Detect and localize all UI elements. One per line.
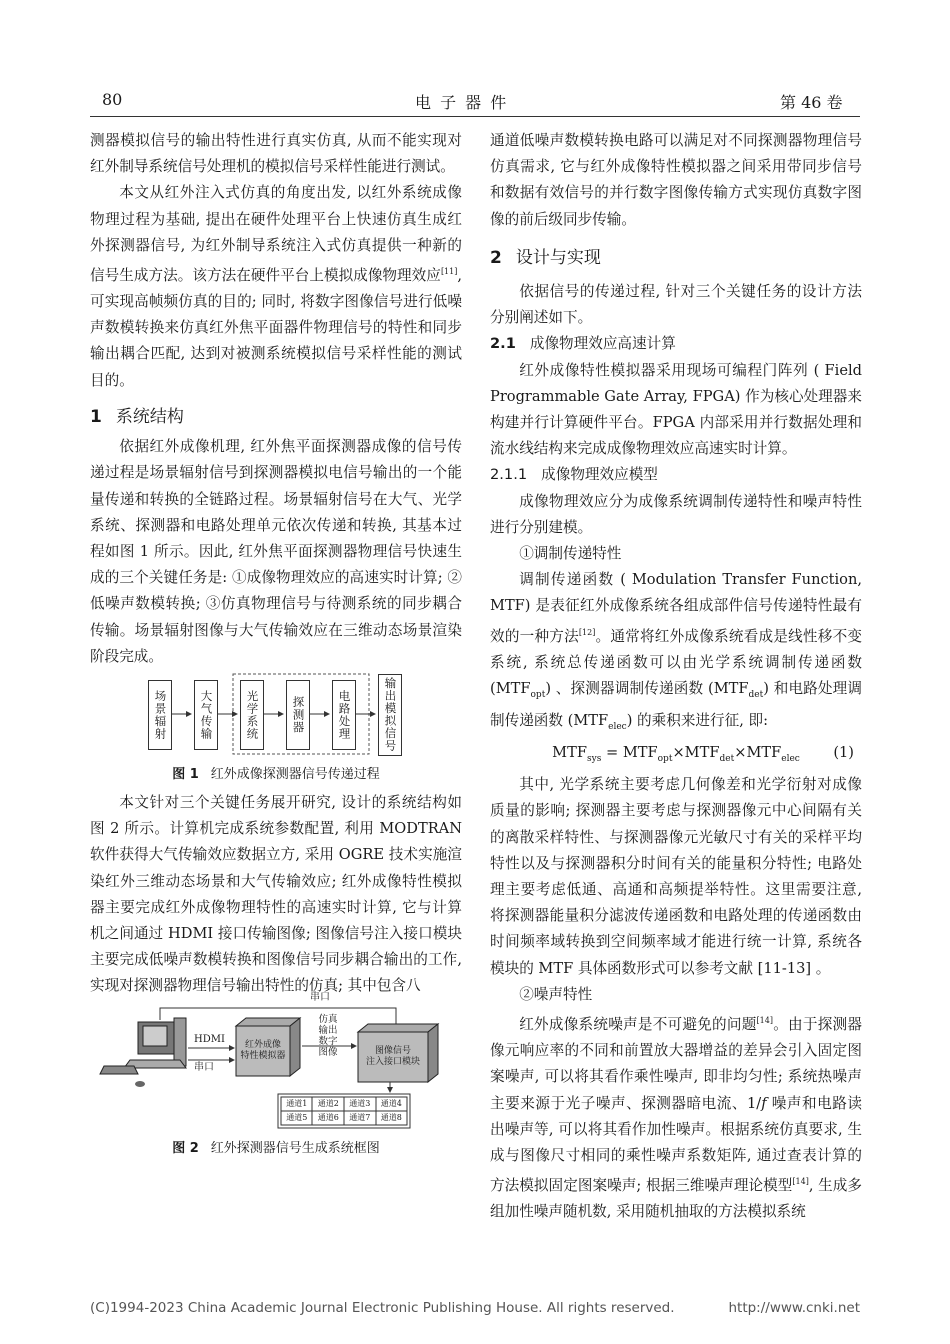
block-optics: 光学系统	[240, 680, 264, 750]
right-column	[490, 128, 862, 1225]
paragraph: 红外成像系统噪声是不可避免的问题[14]。由于探测器像元响应率的不同和前置放大器增益的差异会引入固定图案噪声, 可以将其看作乘性噪声, 即非均匀性; 系统热噪声主要来源于光子噪声、探测器暗电流、1/f 噪声和电路读出噪声等, 可以将其看作加性噪声。根据系统仿真要求, 生成与图像尺寸相同的乘性噪声系数矩阵, 通过查表计算的方法模拟固定图案噪声; 根据三维噪声理论模型[14], 生成多组加性噪声随机数, 采用随机抽取的方法模拟系统	[490, 1015, 863, 1221]
block-scene: 场景辐射	[148, 680, 172, 750]
block-atmosphere: 大气传输	[194, 680, 218, 750]
paragraph: 依据红外成像机理, 红外焦平面探测器成像的信号传递过程是场景辐射信号到探测器模拟电信号输出的一个能量传递和转换的全链路过程。场景辐射信号在大气、光学系统、探测器和电路处理单元依次传递和转换, 其基本过程如图 1 所示。因此, 红外焦平面探测器物理信号快速生成的三个关键任务是: ①成像物理效应的高速实时计算; ②低噪声数模转换; ③仿真物理信号与待测系统的同步耦合传输。场景辐射图像与大气传输效应在三维动态场景渲染阶段完成。	[90, 438, 462, 665]
page-number: 80	[102, 90, 123, 109]
copyright-notice: (C)1994-2023 China Academic Journal Electronic Publishing House. All rights reserved.	[90, 1300, 675, 1316]
footer	[90, 1300, 860, 1316]
section-heading: 1 系统结构	[90, 406, 184, 427]
equation-number: (1)	[833, 744, 854, 762]
paragraph: 本文针对三个关键任务展开研究, 设计的系统结构如图 2 所示。计算机完成系统参数配置, 利用 MODTRAN 软件获得大气传输效应数据立方, 采用 OGRE 技术实施渲染红外三维动态场景和大气传输效应; 红外成像特性模拟器主要完成红外成像物理特性的高速实时计算, 它与计算机之间通过 HDMI 接口传输图像; 图像信号注入接口模块主要完成低噪声数模转换和图像信号同步耦合输出的工作, 实现对探测器物理信号输出特性的仿真; 其中包含八	[90, 793, 462, 995]
channel-cell: 通道7	[349, 1112, 371, 1122]
subsection-heading: 2.1 成像物理效应高速计算	[490, 335, 676, 353]
paragraph: 红外成像特性模拟器采用现场可编程门阵列 ( Field Programmable Gate Array, FPGA) 作为核心处理器来构建并行计算硬件平台。FPGA 内部采用并行数据处理和流水线结构来完成成像物理效应高速实时计算。	[490, 361, 862, 458]
citation[interactable]: [14]	[792, 1177, 809, 1187]
paragraph: 本文从红外注入式仿真的角度出发, 以红外系统成像物理过程为基础, 提出在硬件处理平台上快速仿真生成红外探测器信号, 为红外制导系统注入式仿真提供一种新的信号生成方法。该方法在硬件平台上模拟成像物理效应[11], 可实现高帧频仿真的目的; 同时, 将数字图像信号进行低噪声数模转换来仿真红外焦平面器件物理信号的特性和同步输出耦合匹配, 达到对被测系统模拟信号采样性能的测试目的。	[90, 184, 462, 389]
simulator-box: 红外成像 特性模拟器	[240, 1039, 286, 1061]
figure-2	[90, 991, 462, 1136]
figure-1-caption: 图 1 红外成像探测器信号传递过程	[172, 766, 380, 782]
citation[interactable]: [14]	[756, 1016, 773, 1026]
cnki-link[interactable]: http://www.cnki.net	[728, 1300, 860, 1316]
channel-cell: 通道4	[380, 1098, 402, 1108]
journal-title: 电 子 器 件	[415, 93, 509, 112]
volume-label: 第 46 卷	[780, 93, 843, 112]
block-detector: 探测器	[286, 680, 310, 750]
equation-1: $MTF_{sys} = MTF_{opt}\times MTF_{det}\times MTF_{elec}$ (1)	[490, 740, 862, 772]
list-heading: ①调制传递特性	[519, 545, 622, 563]
block-circuit: 电路处理	[332, 680, 356, 750]
hdmi-label: HDMI	[194, 1033, 225, 1045]
figure-1	[90, 670, 462, 790]
left-column	[90, 128, 462, 1162]
channel-cell: 通道3	[349, 1098, 371, 1108]
channel-cell: 通道5	[286, 1112, 308, 1122]
paragraph: 调制传递函数 ( Modulation Transfer Function, MTF) 是表征红外成像系统各组成部件信号传递特性最有效的一种方法[12]。通常将红外成像系统看成是线性移不变系统, 系统总传递函数可以由光学系统调制传递函数 $(MTF_{opt})$ 、探测器调制传递函数 $(MTF_{det})$ 和电路处理调制传递函数 $(MTF_{elec})$ 的乘积来进行征, 即:	[490, 571, 862, 732]
citation[interactable]: [12]	[578, 627, 596, 637]
header-rule	[90, 116, 860, 117]
channel-cell: 通道8	[380, 1112, 402, 1122]
computer-icon	[100, 1018, 186, 1087]
channel-cell: 通道6	[317, 1112, 339, 1122]
paragraph: 成像物理效应分为成像系统调制传递特性和噪声特性进行分别建模。	[490, 492, 862, 536]
channel-grid	[281, 1097, 407, 1125]
paragraph: 依据信号的传递过程, 针对三个关键任务的设计方法分别阐述如下。	[490, 283, 862, 327]
subsubsection-heading: 2.1.1 成像物理效应模型	[490, 466, 658, 484]
serial-left-label: 串口	[194, 1061, 214, 1073]
citation[interactable]: [11]	[440, 267, 458, 277]
list-heading: ②噪声特性	[519, 985, 593, 1003]
paragraph: 测器模拟信号的输出特性进行真实仿真, 从而不能实现对红外制导系统信号处理机的模拟信号采样性能进行测试。	[90, 132, 462, 176]
channel-cell: 通道1	[286, 1098, 308, 1108]
channel-cell: 通道2	[317, 1098, 339, 1108]
paragraph: 其中, 光学系统主要考虑几何像差和光学衍射对成像质量的影响; 探测器主要考虑与探测器像元中心间隔有关的离散采样特性、与探测器像元光敏尺寸有关的采样平均特性以及与探测器积分时间有关的能量积分特性; 电路处理主要考虑低通、高通和高频提举特性。这里需要注意, 将探测器能量积分滤波传递函数和电路处理的传递函数由时间频率域转换到空间频率域才能进行统一计算, 系统各模块的 MTF 具体函数形式可以参考文献 [11-13] 。	[490, 776, 862, 977]
section-heading: 2 设计与实现	[490, 247, 601, 268]
figure-2-caption: 图 2 红外探测器信号生成系统框图	[172, 1140, 380, 1156]
paragraph: 通道低噪声数模转换电路可以满足对不同探测器物理信号仿真需求, 它与红外成像特性模拟器之间采用带同步信号和数据有效信号的并行数字图像传输方式实现仿真数字图像的前后级同步传输。	[490, 132, 862, 228]
block-output: 输出模拟信号	[378, 674, 402, 756]
serial-top-label: 串口	[310, 991, 330, 1003]
simulated-output-label: 仿真 输出 数字 图像	[318, 1013, 338, 1058]
injection-module-box: 图像信号 注入接口模块	[365, 1045, 420, 1067]
